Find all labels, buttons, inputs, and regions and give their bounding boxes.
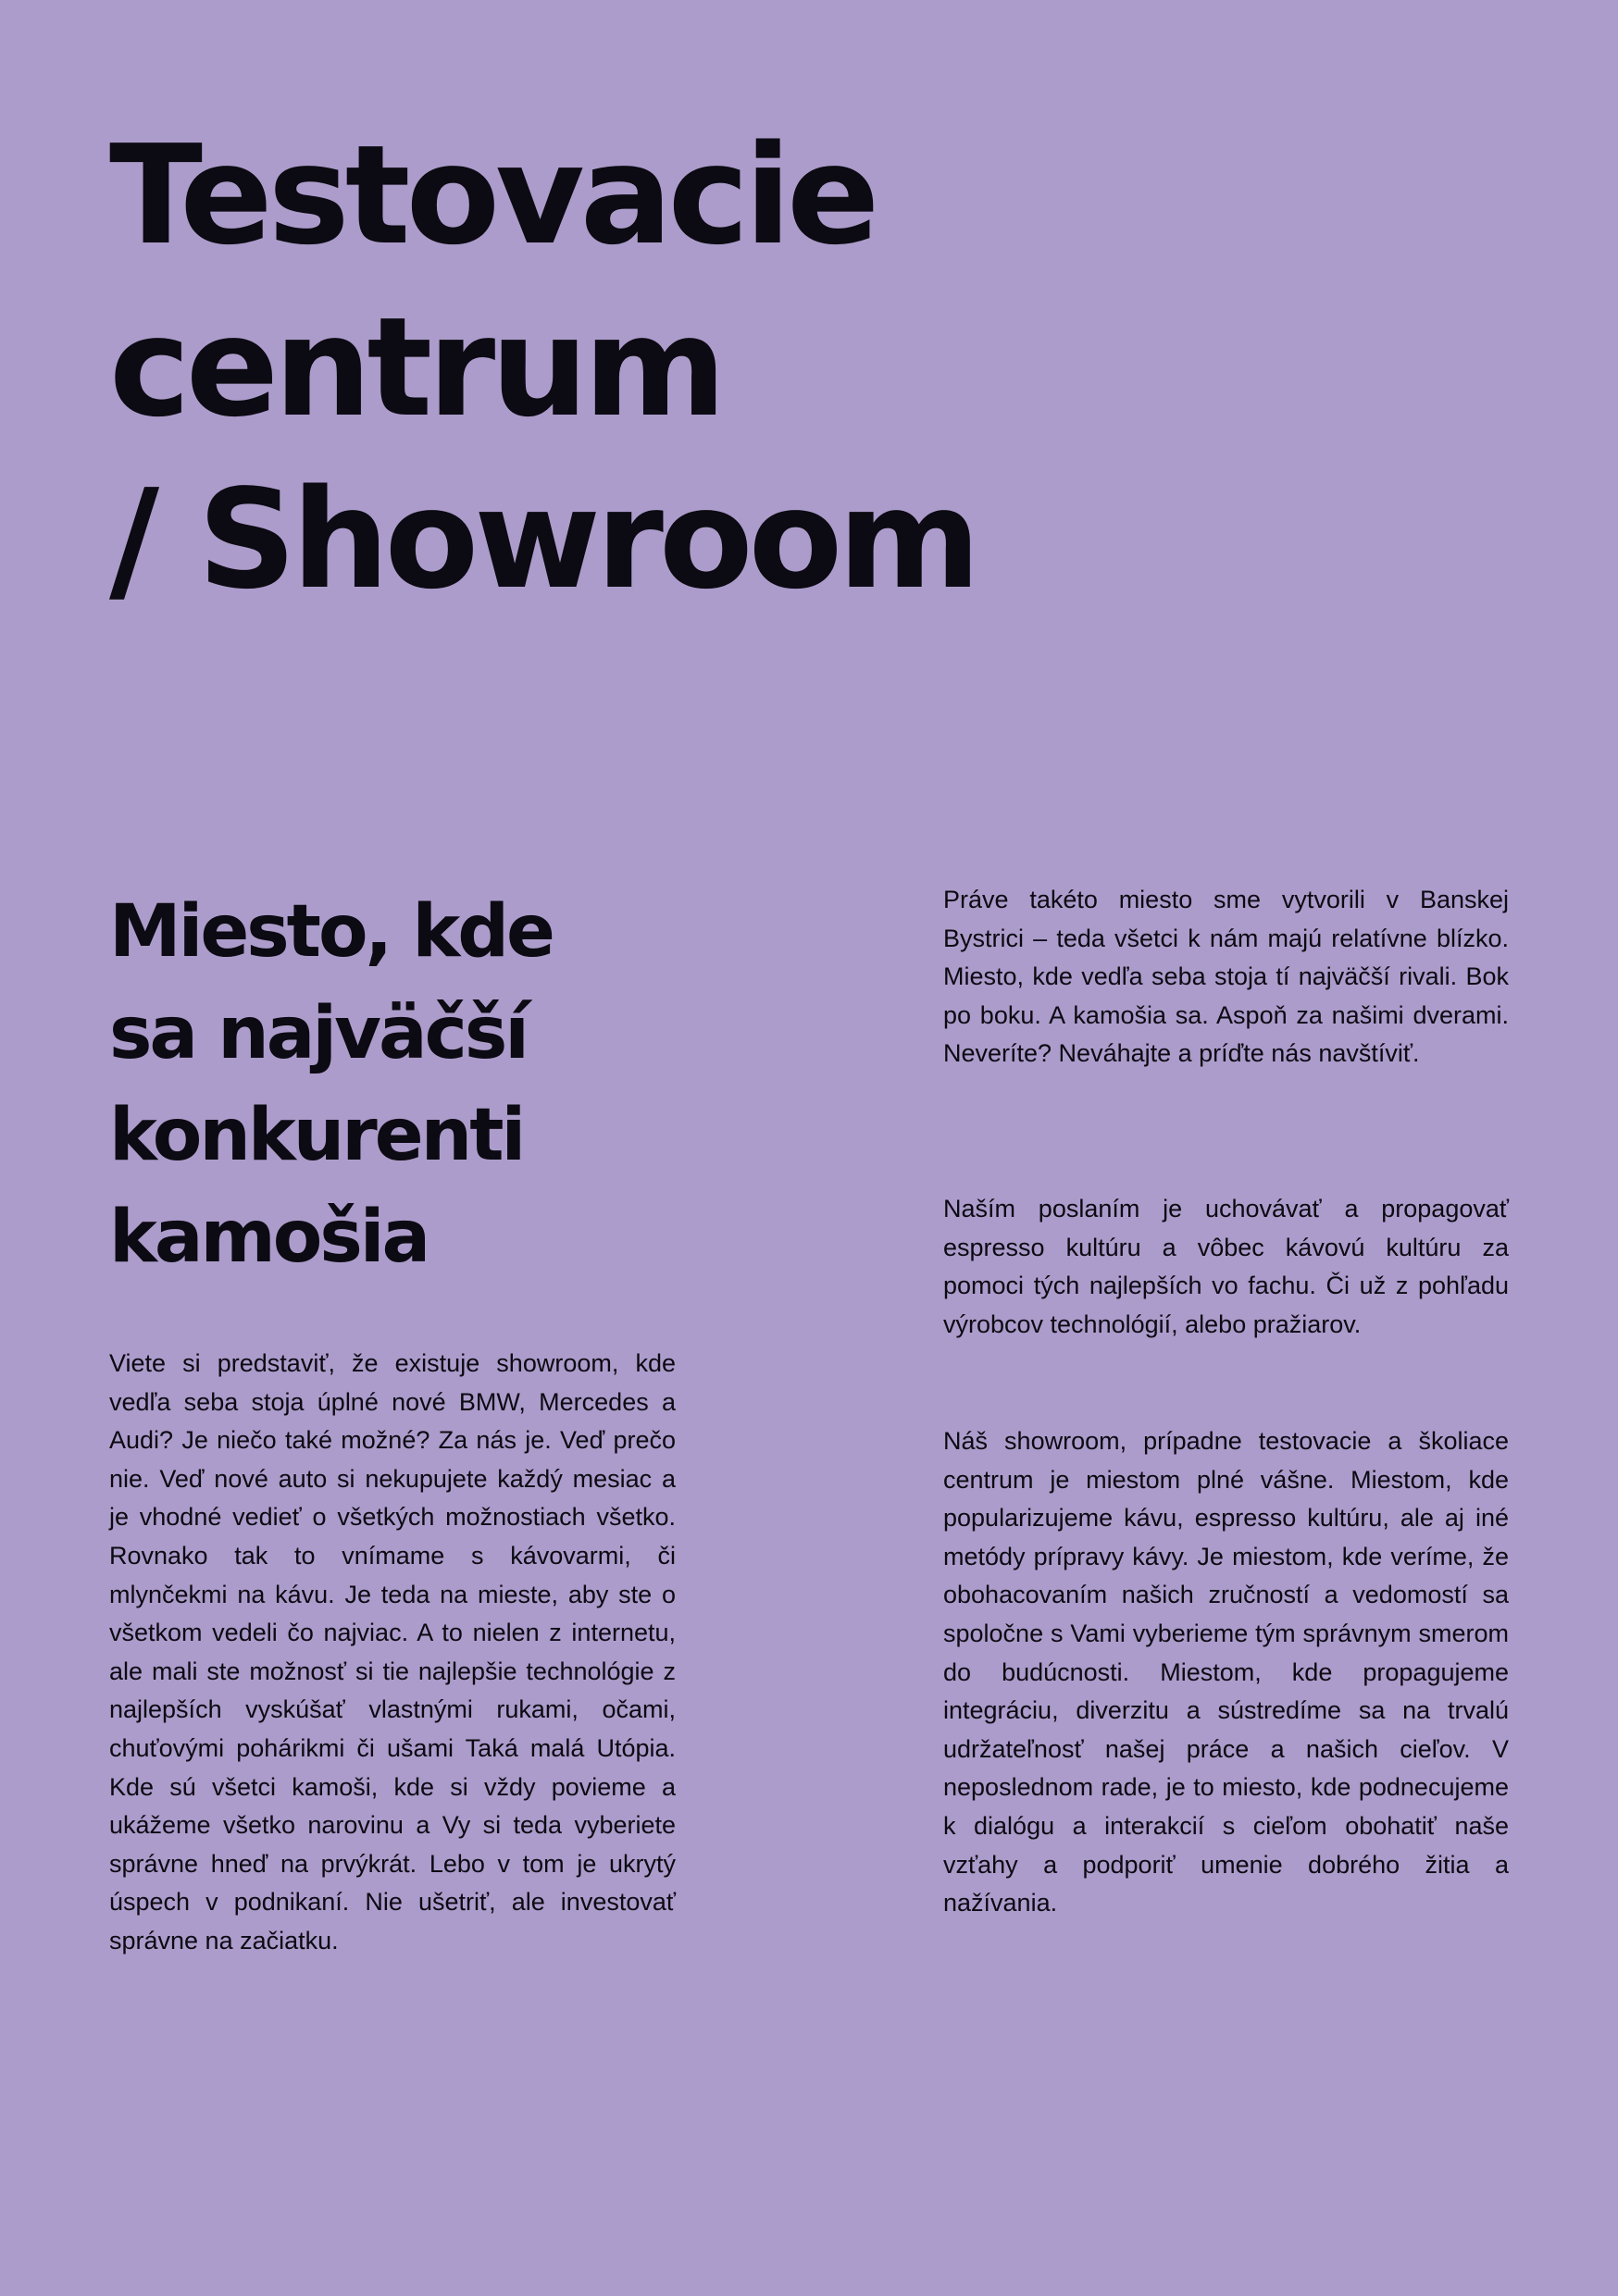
heading-line: Miesto, kde <box>109 890 553 974</box>
section-heading <box>109 881 702 1288</box>
mission-paragraph: Naším poslaním je uchovávať a propagovať espresso kultúru a vôbec kávovú kultúru za pomoci tých najlepších vo fachu. Či už z pohľadu výrobcov technológií, alebo pražiarov. <box>943 1195 1509 1338</box>
title-line: centrum <box>109 288 722 447</box>
showroom-paragraph: Náš showroom, prípadne testovacie a školiace centrum je miestom plné vášne. Miestom, kde popularizujeme kávu, espresso kultúru, ale aj iné metódy prípravy kávy. Je miestom, kde veríme, že obohacovaním našich zručností a vedomostí sa spoločne s Vami vyberieme tým správnym smerom do budúcnosti. Miestom, kde propagujeme integráciu, diverzitu a sústredíme sa na trvalú udržateľnosť našej práce a našich cieľov. V neposlednom rade, je to miesto, kde podnecujeme k dialógu a interakcií s cieľom obohatiť naše vzťahy a podporiť umenie dobrého žitia a nažívania. <box>943 1427 1509 1917</box>
title-line: Testovacie <box>109 116 876 275</box>
intro-paragraph: Viete si predstaviť, že existuje showroom, kde vedľa seba stoja úplné nové BMW, Mercedes a Audi? Je niečo také možné? Za nás je. Veď prečo nie. Veď nové auto si nekupujete každý mesiac a je vhodné vedieť o všetkých možnostiach všetko. Rovnako tak to vnímame s kávovarmi, či mlynčekmi na kávu. Je teda na mieste, aby ste o všetkom vedeli čo najviac. A to nielen z internetu, ale mali ste možnosť si tie najlepšie technológie z najlepších vyskúšať vlastnými rukami, očami, chuťovými pohárikmi či ušami Taká malá Utópia. Kde sú všetci kamoši, kde si vždy povieme a ukážeme všetko narovinu a Vy si teda vyberiete správne hneď na prvýkrát. Lebo v tom je ukrytý úspech v podnikaní. Nie ušetriť, ale investovať správne na začiatku. <box>109 1349 676 1955</box>
page-title <box>109 109 1313 626</box>
place-paragraph: Práve takéto miesto sme vytvorili v Banskej Bystrici – teda všetci k nám majú relatívne blízko. Miesto, kde vedľa seba stoja tí najväčší rivali. Bok po boku. A kamošia sa. Aspoň za našimi dverami. Neveríte? Neváhajte a príďte nás navštíviť. <box>943 886 1509 1068</box>
heading-line: kamošia <box>109 1196 429 1279</box>
title-line: / Showroom <box>109 460 977 619</box>
heading-line: sa najväčší <box>109 992 527 1075</box>
heading-line: konkurenti <box>109 1094 524 1177</box>
